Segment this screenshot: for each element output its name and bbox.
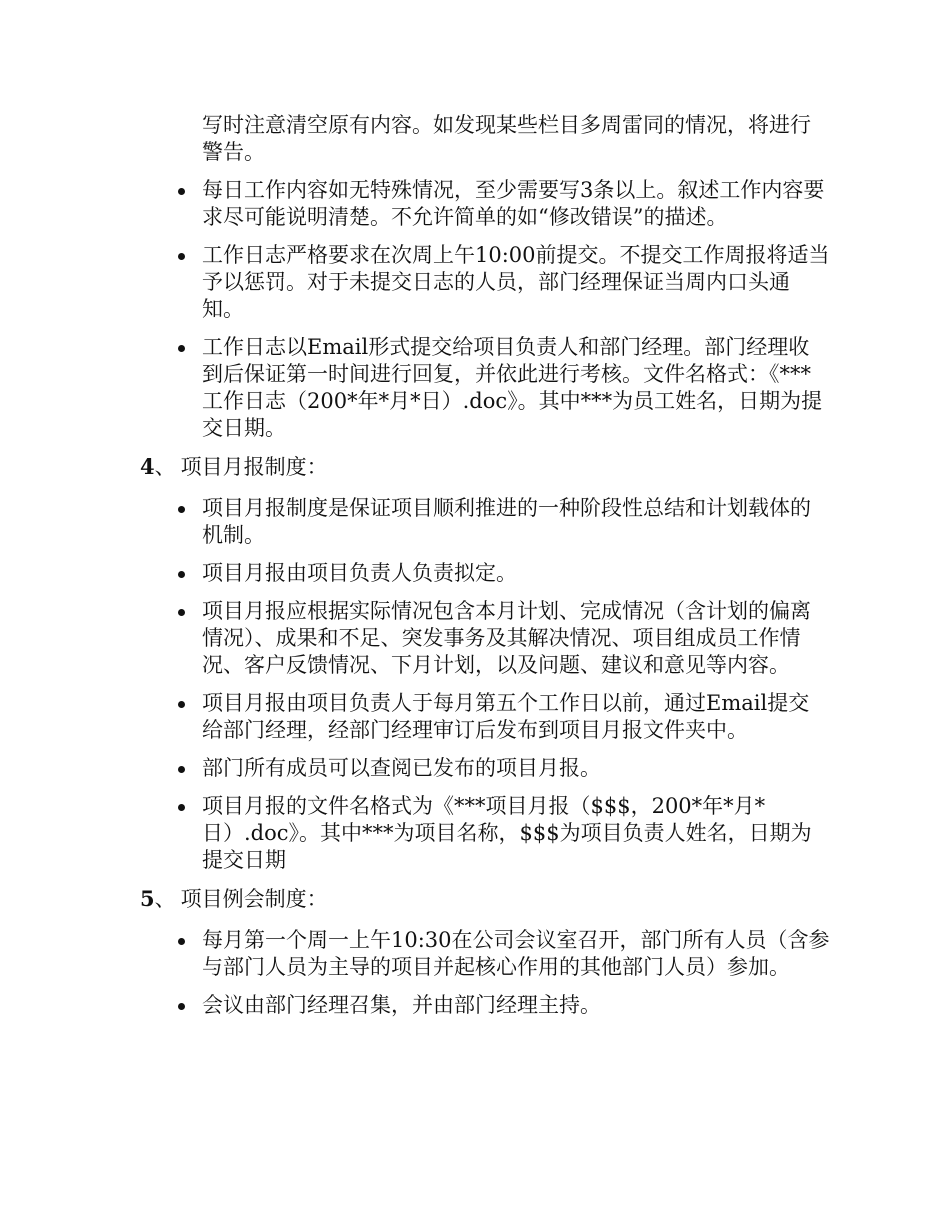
section-title: 项目月报制度： [180, 455, 328, 479]
bullet-icon [178, 609, 185, 616]
continued-paragraph: 写时注意清空原有内容。如发现某些栏目多周雷同的情况，将进行警告。 [202, 113, 811, 164]
bullet-text: 工作日志严格要求在次周上午10:00前提交。不提交工作周报将适当予以惩罚。对于未提交日志的人员，部门经理保证当周内口头通知。 [202, 243, 830, 321]
list-item [202, 793, 830, 874]
list-item [202, 598, 830, 679]
bullet-text: 每日工作内容如无特殊情况，至少需要写3条以上。叙述工作内容要求尽可能说明清楚。不允许简单的如“修改错误”的描述。 [202, 178, 825, 229]
bullet-text: 部门所有成员可以查阅已发布的项目月报。 [202, 756, 601, 780]
list-item [202, 495, 830, 549]
bullet-text: 项目月报由项目负责人于每月第五个工作日以前，通过Email提交给部门经理，经部门经理审订后发布到项目月报文件夹中。 [202, 691, 810, 742]
bullet-text: 工作日志以Email形式提交给项目负责人和部门经理。部门经理收到后保证第一时间进行回复，并依此进行考核。文件名格式：《***工作日志（200*年*月*日）.doc》。其中***为员工姓名，日期为提交日期。 [202, 335, 823, 440]
section3-bullet-list [140, 177, 840, 442]
section5-bullet-list [140, 927, 840, 1019]
bullet-icon [178, 938, 185, 945]
bullet-icon [178, 506, 185, 513]
section-heading-4 [140, 453, 840, 481]
bullet-text: 项目月报的文件名格式为《***项目月报（$$$，200*年*月*日）.doc》。其中***为项目名称，$$$为项目负责人姓名，日期为提交日期 [202, 794, 812, 872]
bullet-icon [178, 804, 185, 811]
section-number: 4 [140, 454, 155, 479]
bullet-icon [178, 766, 185, 773]
bullet-text: 项目月报由项目负责人负责拟定。 [202, 561, 517, 585]
section-heading-5 [140, 885, 840, 913]
list-item [202, 334, 830, 442]
list-item [202, 927, 830, 981]
bullet-text: 会议由部门经理召集，并由部门经理主持。 [202, 993, 601, 1017]
list-item [202, 755, 830, 782]
bullet-text: 项目月报应根据实际情况包含本月计划、完成情况（含计划的偏离情况）、成果和不足、突发事务及其解决情况、项目组成员工作情况、客户反馈情况、下月计划，以及问题、建议和意见等内容。 [202, 599, 811, 677]
section-separator: 、 [154, 887, 176, 911]
bullet-icon [178, 701, 185, 708]
document-body [140, 112, 840, 1030]
section4-bullet-list [140, 495, 840, 874]
bullet-icon [178, 571, 185, 578]
list-item [202, 242, 830, 323]
section-number: 5 [140, 886, 155, 911]
list-item [202, 992, 830, 1019]
section-title: 项目例会制度： [180, 887, 328, 911]
bullet-icon [178, 345, 185, 352]
section-separator: 、 [154, 455, 176, 479]
list-item [202, 560, 830, 587]
list-item [202, 177, 830, 231]
bullet-icon [178, 1003, 185, 1010]
bullet-icon [178, 188, 185, 195]
bullet-text: 每月第一个周一上午10:30在公司会议室召开，部门所有人员（含参与部门人员为主导的项目并起核心作用的其他部门人员）参加。 [202, 928, 830, 979]
bullet-icon [178, 253, 185, 260]
list-item [202, 690, 830, 744]
bullet-text: 项目月报制度是保证项目顺利推进的一种阶段性总结和计划载体的机制。 [202, 496, 811, 547]
